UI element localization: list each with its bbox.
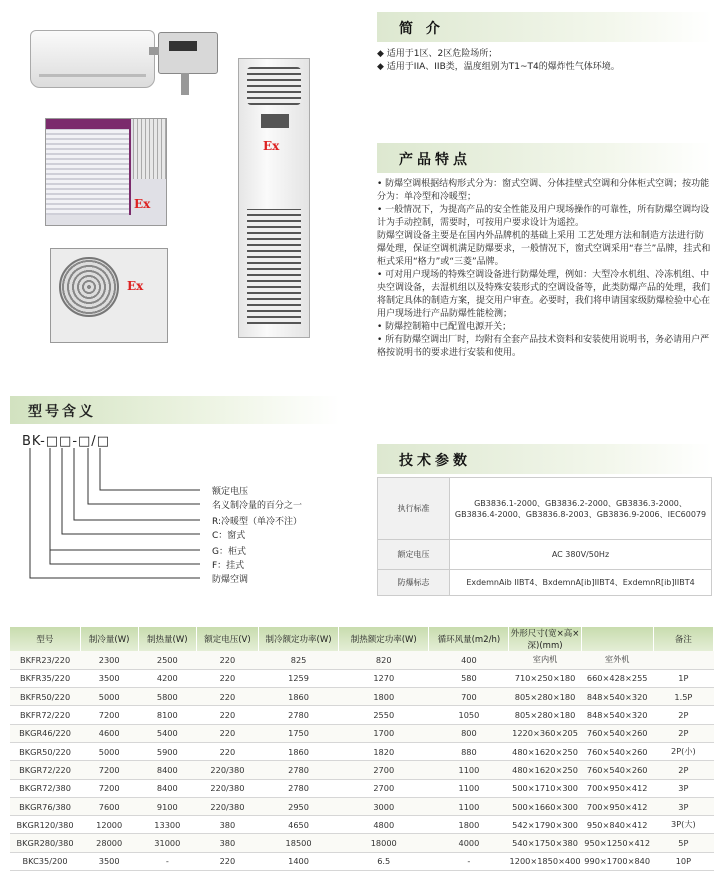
spec-cell: 220 xyxy=(196,706,258,724)
spec-cell: 825 xyxy=(258,651,338,669)
spec-cell: 7600 xyxy=(80,797,138,815)
spec-table-row xyxy=(10,761,714,779)
spec-header-cell: 型号 xyxy=(10,627,80,651)
spec-cell: BKGR50/220 xyxy=(10,742,80,760)
spec-cell: 760×540×260 xyxy=(581,724,653,742)
spec-table-row xyxy=(10,852,714,870)
tech-value: ExdemnAib IIBT4、BxdemnA[ib]IIBT4、ExdemnR[ib]IIBT4 xyxy=(450,570,712,596)
spec-cell: 400 xyxy=(429,651,509,669)
spec-cell: 990×1700×840 xyxy=(581,852,653,870)
model-diagram-lines xyxy=(0,0,360,600)
spec-table-row xyxy=(10,816,714,834)
tech-row xyxy=(378,540,712,570)
spec-cell: 1.5P xyxy=(653,688,713,706)
spec-cell: 2700 xyxy=(339,761,429,779)
spec-cell: 31000 xyxy=(138,834,196,852)
spec-cell: BKGR280/380 xyxy=(10,834,80,852)
spec-table-row xyxy=(10,779,714,797)
spec-cell: 480×1620×250 xyxy=(509,761,581,779)
spec-cell: 4000 xyxy=(429,834,509,852)
spec-cell: 2550 xyxy=(339,706,429,724)
spec-cell: 220 xyxy=(196,852,258,870)
spec-cell: 1860 xyxy=(258,688,338,706)
spec-cell: 9100 xyxy=(138,797,196,815)
spec-header-cell: 外形尺寸(宽×高×深)(mm) xyxy=(510,629,580,651)
spec-cell: 1700 xyxy=(339,724,429,742)
tech-value: AC 380V/50Hz xyxy=(450,540,712,570)
spec-cell: 2P xyxy=(653,706,713,724)
spec-header-cell: 备注 xyxy=(653,627,713,651)
intro-line: ◆ 适用于IIA、IIB类，温度组别为T1~T4的爆炸性气体环境。 xyxy=(377,62,620,72)
tech-key: 额定电压 xyxy=(378,540,450,570)
spec-cell: 3500 xyxy=(80,669,138,687)
spec-cell: 660×428×255 xyxy=(581,669,653,687)
spec-table-row xyxy=(10,797,714,815)
spec-cell: 880 xyxy=(429,742,509,760)
spec-cell: 3P(大) xyxy=(653,816,713,834)
feature-paragraph: 防爆空调设备主要是在国内外品牌机的基础上采用 工艺处理方法和制造方法进行防爆处理，保证空调机满足防爆要求，一般情况下，窗式空调采用“春兰”品牌，挂式和柜式采用“格力”或“三菱”品牌。 xyxy=(377,231,711,267)
spec-cell: 18000 xyxy=(339,834,429,852)
spec-cell: BKGR76/380 xyxy=(10,797,80,815)
spec-cell: 8100 xyxy=(138,706,196,724)
spec-cell: 4650 xyxy=(258,816,338,834)
spec-cell: 2780 xyxy=(258,779,338,797)
spec-header-cell: 额定电压(V) xyxy=(196,627,258,651)
model-label-window: C：窗式 xyxy=(212,531,246,541)
feature-paragraph: • 一般情况下，为提高产品的安全性能及用户现场操作的可靠性，所有防爆空调均设计为手动控制，需要时，可按用户要求设计为遥控。 xyxy=(377,205,710,228)
spec-cell: 3P xyxy=(653,779,713,797)
spec-cell: BKGR72/380 xyxy=(10,779,80,797)
model-diagram xyxy=(0,0,360,600)
spec-cell: 5900 xyxy=(138,742,196,760)
spec-cell: 1P xyxy=(653,669,713,687)
spec-cell: 1800 xyxy=(429,816,509,834)
ex-mark: Ex xyxy=(263,139,280,153)
tech-title: 技术参数 xyxy=(399,453,471,469)
spec-cell: BKGR120/380 xyxy=(10,816,80,834)
spec-cell: 848×540×320 xyxy=(581,706,653,724)
spec-cell: - xyxy=(429,852,509,870)
spec-cell: 710×250×180 xyxy=(509,669,581,687)
spec-header-cell: 制冷量(W) xyxy=(80,627,138,651)
spec-cell: 5P xyxy=(653,834,713,852)
spec-cell: 7200 xyxy=(80,761,138,779)
feature-paragraph: • 防爆空调根据结构形式分为：窗式空调、分体挂壁式空调和分体柜式空调；按功能分为：单冷型和冷暖型； xyxy=(377,179,710,202)
spec-cell: 2780 xyxy=(258,706,338,724)
feature-paragraph: • 防爆控制箱中已配置电源开关； xyxy=(377,322,512,332)
spec-header-cell: 制冷额定功率(W) xyxy=(258,627,338,651)
model-label-cabinet: G：柜式 xyxy=(212,547,246,557)
model-code: BK-□□-□/□ xyxy=(22,434,110,449)
spec-cell: 1100 xyxy=(429,797,509,815)
spec-cell: 480×1620×250 xyxy=(509,742,581,760)
tech-key: 防爆标志 xyxy=(378,570,450,596)
spec-cell: 380 xyxy=(196,834,258,852)
spec-cell: 2500 xyxy=(138,651,196,669)
spec-cell: 220 xyxy=(196,724,258,742)
tech-row xyxy=(378,478,712,540)
spec-cell: 8400 xyxy=(138,779,196,797)
spec-cell: 220 xyxy=(196,742,258,760)
spec-cell: 2950 xyxy=(258,797,338,815)
intro-line: ◆ 适用于1区、2区危险场所； xyxy=(377,49,498,59)
spec-table-row xyxy=(10,651,714,669)
spec-cell: BKFR23/220 xyxy=(10,651,80,669)
spec-cell: 2700 xyxy=(339,779,429,797)
spec-cell: 7200 xyxy=(80,779,138,797)
spec-cell: 820 xyxy=(339,651,429,669)
spec-cell: 848×540×320 xyxy=(581,688,653,706)
spec-cell: 805×280×180 xyxy=(509,688,581,706)
spec-cell: 8400 xyxy=(138,761,196,779)
spec-cell: 1800 xyxy=(339,688,429,706)
spec-cell: 5800 xyxy=(138,688,196,706)
spec-cell: 805×280×180 xyxy=(509,706,581,724)
spec-cell: 1259 xyxy=(258,669,338,687)
spec-cell: 220 xyxy=(196,688,258,706)
spec-cell: 12000 xyxy=(80,816,138,834)
spec-cell: 542×1790×300 xyxy=(509,816,581,834)
spec-table-row xyxy=(10,669,714,687)
spec-cell: 380 xyxy=(196,816,258,834)
spec-cell: 1820 xyxy=(339,742,429,760)
intro-text xyxy=(377,48,712,74)
intro-title: 简 介 xyxy=(399,21,444,37)
spec-cell: 4200 xyxy=(138,669,196,687)
spec-header-cell: 循环风量(m2/h) xyxy=(429,627,509,651)
model-label-type: R:冷暖型（单冷不注） xyxy=(212,517,303,527)
spec-cell: 760×540×260 xyxy=(581,742,653,760)
spec-cell: 2P xyxy=(653,724,713,742)
spec-cell: 700×950×412 xyxy=(581,779,653,797)
tech-params-table xyxy=(377,477,712,596)
model-meaning-title: 型号含义 xyxy=(28,404,96,420)
spec-cell: 220/380 xyxy=(196,761,258,779)
spec-cell: 950×840×412 xyxy=(581,816,653,834)
features-text xyxy=(377,178,712,360)
spec-cell: 1750 xyxy=(258,724,338,742)
spec-cell: 540×1750×380 xyxy=(509,834,581,852)
spec-cell: 1400 xyxy=(258,852,338,870)
spec-cell: 3P xyxy=(653,797,713,815)
spec-cell: 2300 xyxy=(80,651,138,669)
spec-cell: 10P xyxy=(653,852,713,870)
spec-table-row xyxy=(10,688,714,706)
spec-cell: 500×1710×300 xyxy=(509,779,581,797)
spec-cell: 5000 xyxy=(80,742,138,760)
tech-row xyxy=(378,570,712,596)
spec-cell: 28000 xyxy=(80,834,138,852)
feature-paragraph: • 可对用户现场的特殊空调设备进行防爆处理，例如：大型冷水机组、冷冻机组、中央空调设备，去湿机组以及特殊安装形式的空调设备等，此类防爆产品的处理，我们将制定具体的制造方案，提交用户审查。必要时，我们将申请国家级防爆检验中心在用户现场进行产品防爆性能检测； xyxy=(377,270,711,319)
spec-header-cell xyxy=(581,627,653,651)
spec-cell: 220/380 xyxy=(196,779,258,797)
spec-cell: 4600 xyxy=(80,724,138,742)
spec-cell: 1270 xyxy=(339,669,429,687)
spec-cell: 800 xyxy=(429,724,509,742)
model-label-capacity: 名义制冷量的百分之一 xyxy=(212,501,303,511)
spec-cell: 1200×1850×400 xyxy=(509,852,581,870)
spec-cell: 1860 xyxy=(258,742,338,760)
spec-table-row xyxy=(10,724,714,742)
spec-header-cell: 制热额定功率(W) xyxy=(339,627,429,651)
spec-cell: 2780 xyxy=(258,761,338,779)
spec-cell: 2P(小) xyxy=(653,742,713,760)
spec-cell: 7200 xyxy=(80,706,138,724)
features-title: 产品特点 xyxy=(399,152,471,168)
spec-cell: 4800 xyxy=(339,816,429,834)
ex-mark: Ex xyxy=(134,197,151,211)
tech-header xyxy=(377,444,712,474)
spec-table-row xyxy=(10,742,714,760)
model-label-wall: F：挂式 xyxy=(212,561,245,571)
spec-cell: 580 xyxy=(429,669,509,687)
spec-cell: 500×1660×300 xyxy=(509,797,581,815)
tech-key: 执行标准 xyxy=(378,478,450,540)
feature-paragraph: • 所有防爆空调出厂时，均附有全套产品技术资料和安装使用说明书，务必请用户严格按说明书的要求进行安装和使用。 xyxy=(377,335,710,358)
spec-cell: 3000 xyxy=(339,797,429,815)
spec-header-cell: 制热量(W) xyxy=(138,627,196,651)
intro-header xyxy=(377,12,712,42)
spec-cell: 760×540×260 xyxy=(581,761,653,779)
spec-cell: 1050 xyxy=(429,706,509,724)
spec-cell: 1100 xyxy=(429,761,509,779)
spec-cell: - xyxy=(138,852,196,870)
spec-cell: BKFR72/220 xyxy=(10,706,80,724)
spec-cell: 5400 xyxy=(138,724,196,742)
spec-cell: BKGR72/220 xyxy=(10,761,80,779)
spec-table-header xyxy=(10,627,714,651)
spec-cell: 1100 xyxy=(429,779,509,797)
spec-table xyxy=(10,627,714,871)
spec-cell: 950×1250×412 xyxy=(581,834,653,852)
spec-cell: BKFR35/220 xyxy=(10,669,80,687)
spec-cell: 700×950×412 xyxy=(581,797,653,815)
features-header xyxy=(377,143,712,173)
spec-cell: 18500 xyxy=(258,834,338,852)
spec-cell: 6.5 xyxy=(339,852,429,870)
spec-cell: 1220×360×205 xyxy=(509,724,581,742)
spec-cell: BKC35/200 xyxy=(10,852,80,870)
spec-cell: 2P xyxy=(653,761,713,779)
model-label-voltage: 额定电压 xyxy=(212,487,249,497)
tech-value: GB3836.1-2000、GB3836.2-2000、GB3836.3-2000、GB3836.4-2000、GB3836.8-2003、GB3836.9-2006、IEC60079 xyxy=(450,478,712,540)
spec-cell: 13300 xyxy=(138,816,196,834)
spec-cell: 220 xyxy=(196,669,258,687)
model-label-product: 防爆空调 xyxy=(212,575,249,585)
ex-mark: Ex xyxy=(127,279,144,293)
spec-cell: BKFR50/220 xyxy=(10,688,80,706)
spec-cell: BKGR46/220 xyxy=(10,724,80,742)
spec-cell: 室外机 xyxy=(581,651,653,669)
spec-cell: 3500 xyxy=(80,852,138,870)
spec-cell: 220/380 xyxy=(196,797,258,815)
spec-cell: 700 xyxy=(429,688,509,706)
spec-table-row xyxy=(10,834,714,852)
spec-cell: 220 xyxy=(196,651,258,669)
spec-cell xyxy=(653,651,713,669)
spec-cell: 室内机 xyxy=(509,651,581,669)
spec-table-row xyxy=(10,706,714,724)
spec-cell: 5000 xyxy=(80,688,138,706)
